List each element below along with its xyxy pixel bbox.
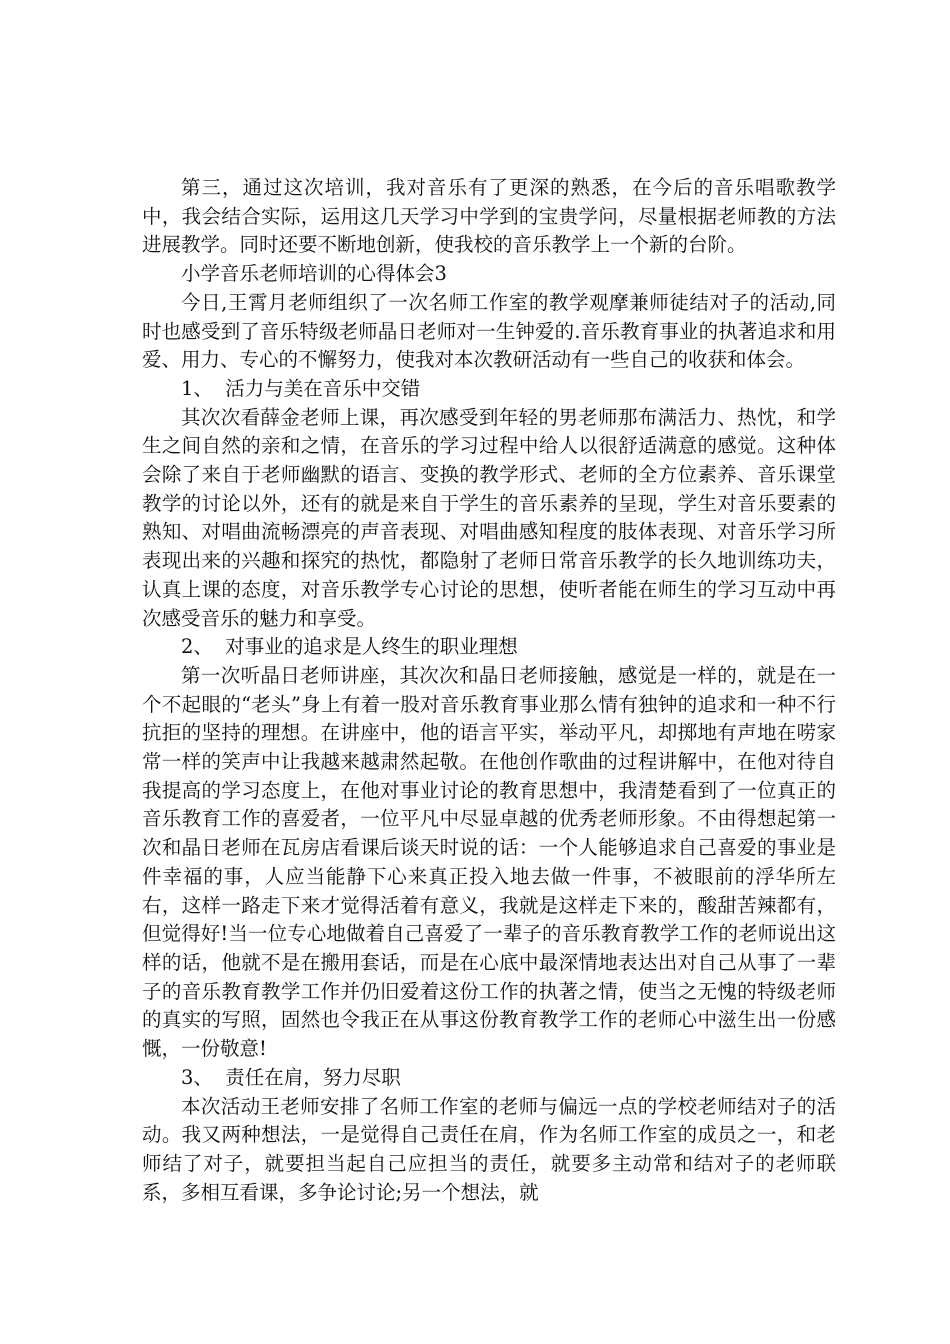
article-title: 小学音乐老师培训的心得体会3 xyxy=(181,262,447,286)
paragraph-section-1: 其次次看薛金老师上课，再次感受到年轻的男老师那布满活力、热忱，和学生之间自然的亲和之情，在音乐的学习过程中给人以很舒适满意的感觉。这种体会除了来自于老师幽默的语言、变换的教学形式、老师的全方位素养、音乐课堂教学的讨论以外，还有的就是来自于学生的音乐素养的呈现，学生对音乐要素的熟知、对唱曲流畅漂亮的声音表现、对唱曲感知程度的肢体表现、对音乐学习所表现出来的兴趣和探究的热忱，都隐射了老师日常音乐教学的长久地训练功夫，认真上课的态度，对音乐教学专心讨论的思想，使听者能在师生的学习互动中再次感受音乐的魅力和享受。 xyxy=(142,405,836,630)
paragraph-intro: 今日,王霄月老师组织了一次名师工作室的教学观摩兼师徒结对子的活动,同时也感受到了音乐特级老师晶日老师对一生钟爱的.音乐教育事业的执著追求和用爱、用力、专心的不懈努力，使我对本次教研活动有一些自己的收获和体会。 xyxy=(142,290,836,372)
document-body xyxy=(142,174,836,1207)
section-1-heading: 1、 活力与美在音乐中交错 xyxy=(181,376,421,400)
paragraph-third-point: 第三，通过这次培训，我对音乐有了更深的熟悉，在今后的音乐唱歌教学中，我会结合实际，运用这几天学习中学到的宝贵学问，尽量根据老师教的方法进展教学。同时还要不断地创新，使我校的音乐教学上一个新的台阶。 xyxy=(142,176,836,257)
paragraph-section-2: 第一次听晶日老师讲座，其次次和晶日老师接触，感觉是一样的，就是在一个不起眼的“老头”身上有着一股对音乐教育事业那么情有独钟的追求和一种不行抗拒的坚持的理想。在讲座中，他的语言平实，举动平凡，却掷地有声地在唠家常一样的笑声中让我越来越肃然起敬。在他创作歌曲的过程讲解中，在他对待自我提高的学习态度上，在他对事业讨论的教育思想中，我清楚看到了一位真正的音乐教育工作的喜爱者，一位平凡中尽显卓越的优秀老师形象。不由得想起第一次和晶日老师在瓦房店看课后谈天时说的话：一个人能够追求自己喜爱的事业是件幸福的事，人应当能静下心来真正投入地去做一件事，不被眼前的浮华所左右，这样一路走下来才觉得活着有意义，我就是这样走下来的，酸甜苦辣都有，但觉得好!当一位专心地做着自己喜爱了一辈子的音乐教育教学工作的老师说出这样的话，他就不是在搬用套话，而是在心底中最深情地表达出对自己从事了一辈子的音乐教育教学工作并仍旧爱着这份工作的执著之情，使当之无愧的特级老师的真实的写照，固然也令我正在从事这份教育教学工作的老师心中滋生出一份感慨，一份敬意! xyxy=(142,663,836,1061)
paragraph-section-3: 本次活动王老师安排了名师工作室的老师与偏远一点的学校老师结对子的活动。我又两种想法，一是觉得自己责任在肩，作为名师工作室的成员之一，和老师结了对子，就要担当起自己应担当的责任，就要多主动常和结对子的老师联系，多相互看课，多争论讨论;另一个想法，就 xyxy=(142,1094,836,1204)
section-2-heading: 2、 对事业的追求是人终生的职业理想 xyxy=(181,635,518,659)
section-3-heading: 3、 责任在肩，努力尽职 xyxy=(181,1065,401,1089)
